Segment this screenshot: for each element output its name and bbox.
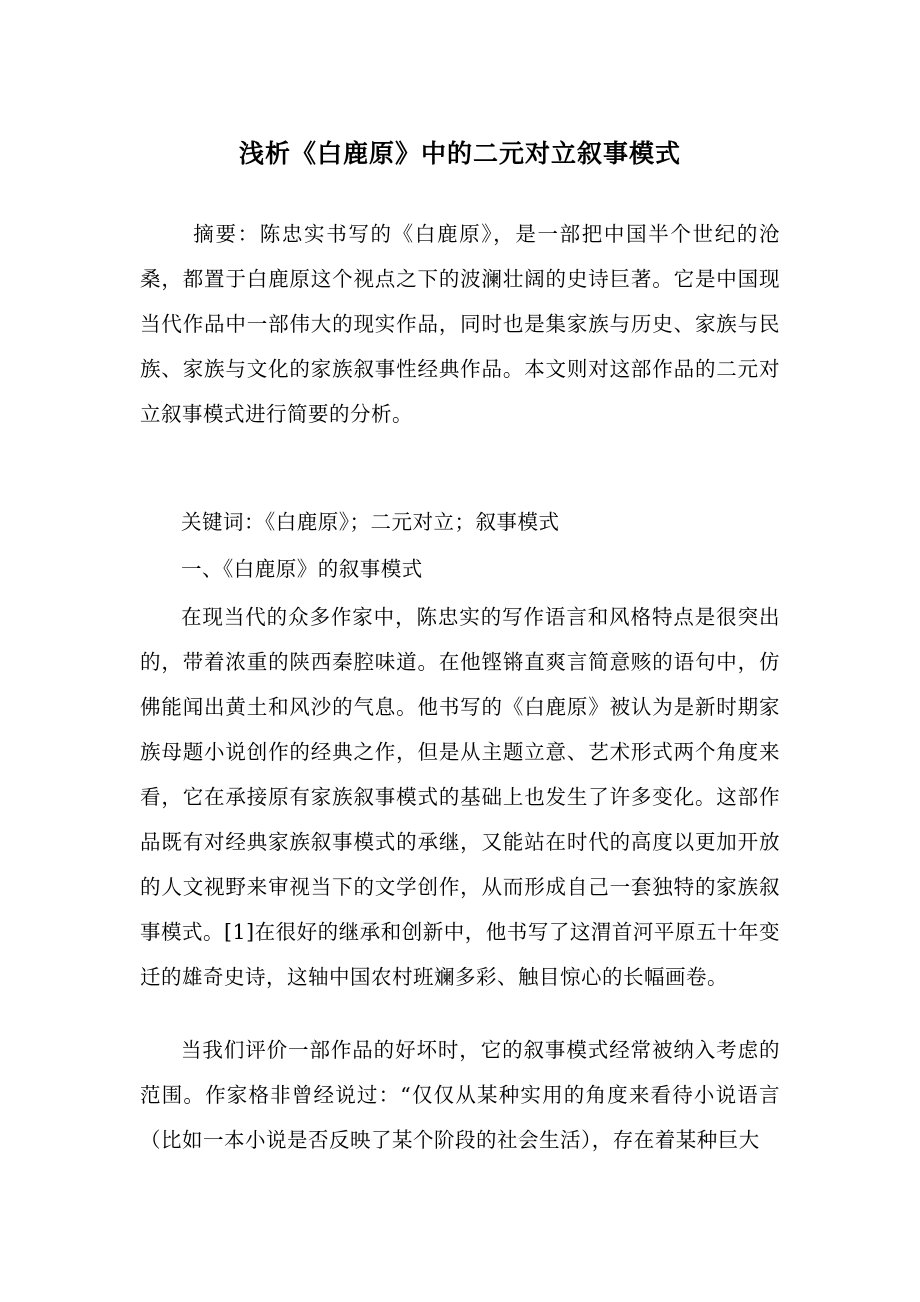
keywords-line: 关键词：《白鹿原》；二元对立；叙事模式	[181, 510, 560, 534]
abstract-paragraph: 摘要：陈忠实书写的《白鹿原》，是一部把中国半个世纪的沧桑，都置于白鹿原这个视点之下的波澜壮阔的史诗巨著。它是中国现当代作品中一部伟大的现实作品，同时也是集家族与历史、家族与民族、家族与文化的家族叙事性经典作品。本文则对这部作品的二元对立叙事模式进行简要的分析。	[140, 222, 780, 426]
body-paragraph: 在现当代的众多作家中，陈忠实的写作语言和风格特点是很突出的，带着浓重的陕西秦腔味道。在他铿锵直爽言简意赅的语句中，仿佛能闻出黄土和风沙的气息。他书写的《白鹿原》被认为是新时期家族母题小说创作的经典之作，但是从主题立意、艺术形式两个角度来看，它在承接原有家族叙事模式的基础上也发生了许多变化。这部作品既有对经典家族叙事模式的承继，又能站在时代的高度以更加开放的人文视野来审视当下的文学创作，从而形成自己一套独特的家族叙事模式。[1]在很好的继承和创新中，他书写了这渭首河平原五十年变迁的雄奇史诗，这轴中国农村班斓多彩、触目惊心的长幅画卷。	[140, 605, 780, 989]
document-title: 浅析《白鹿原》中的二元对立叙事模式	[238, 138, 681, 168]
body-paragraph: 当我们评价一部作品的好坏时，它的叙事模式经常被纳入考虑的范围。作家格非曾经说过：“仅仅从某种实用的角度来看待小说语言（比如一本小说是否反映了某个阶段的社会生活），存在着某种巨大	[140, 1038, 780, 1152]
section-heading: 一、《白鹿原》的叙事模式	[181, 557, 423, 581]
